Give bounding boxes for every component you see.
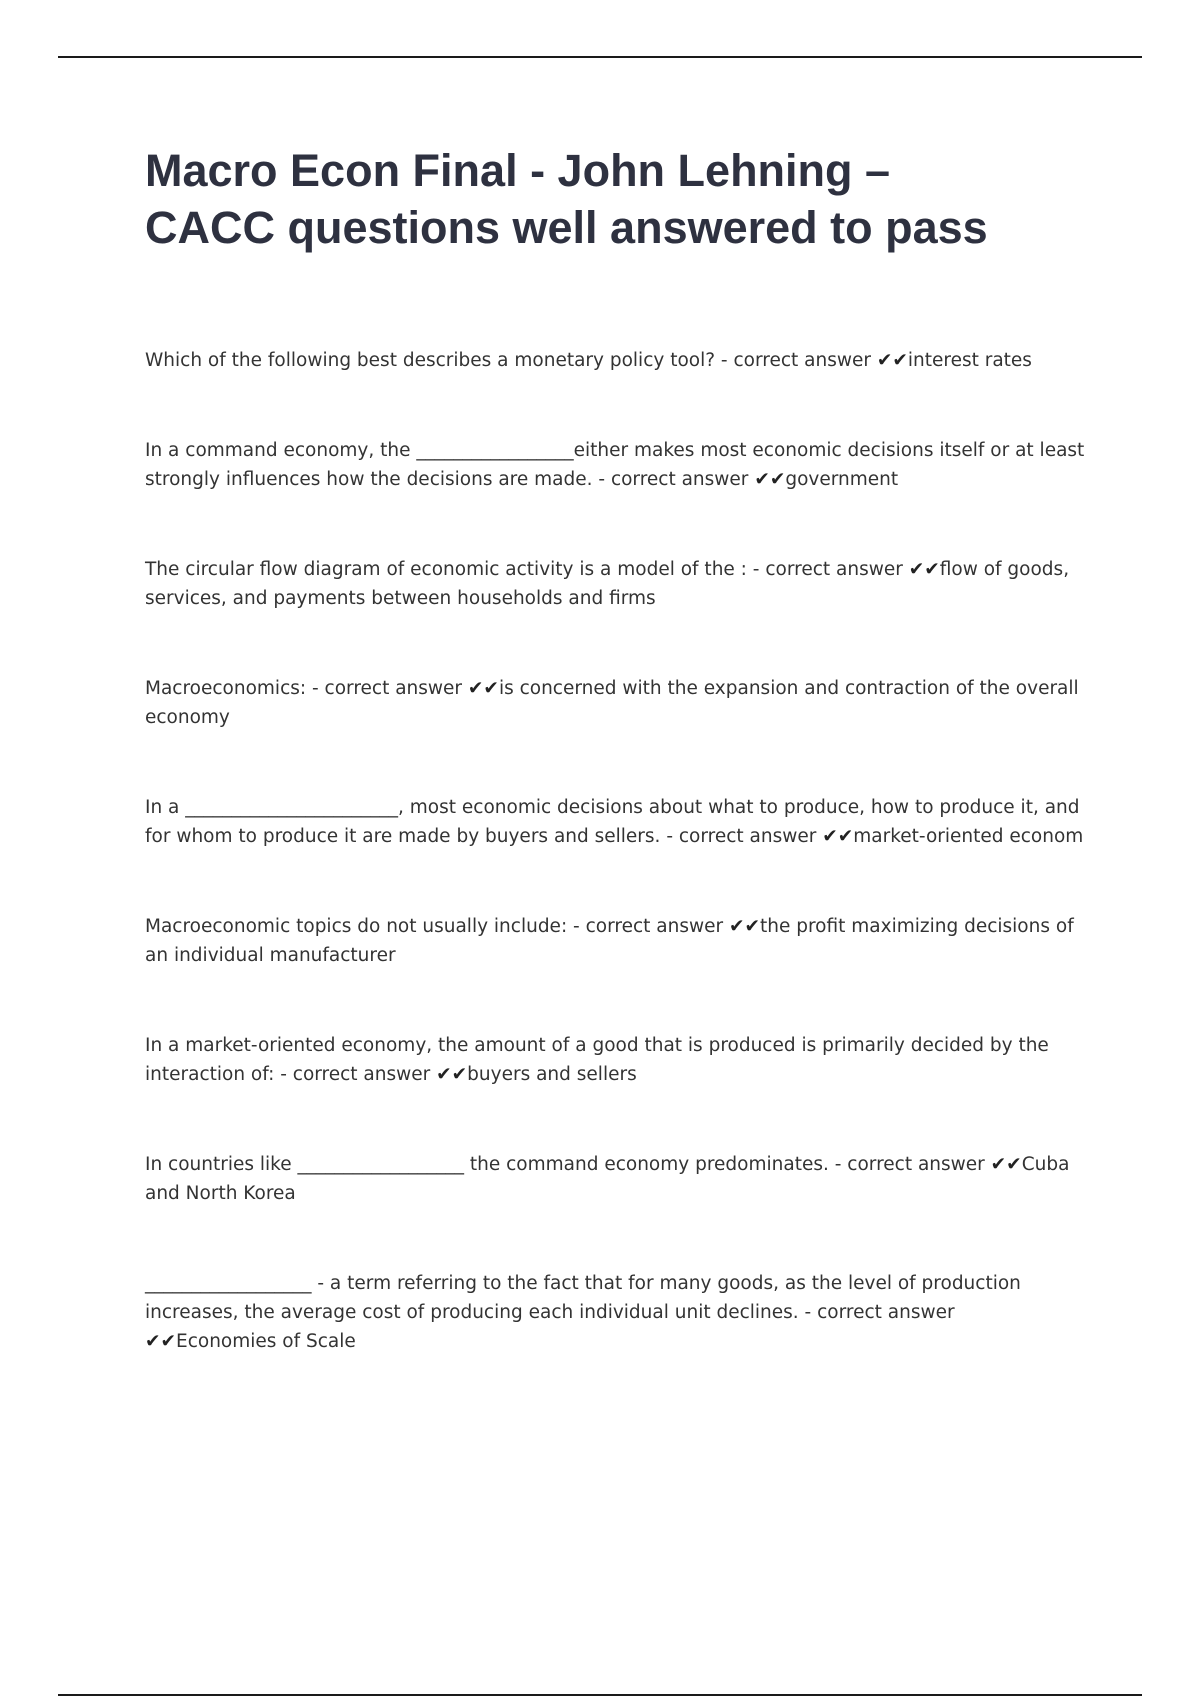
check-marks-icon: ✔✔ (728, 916, 760, 937)
qa-item (145, 674, 1090, 732)
qa-answer: flow of goods, services, and payments between households and firms (145, 559, 1070, 609)
qa-question: In a _______________________, most economic decisions about what to produce, how to produce it, and for whom to produce it are made by buyers and sellers. - correct answer (145, 797, 1080, 847)
check-marks-icon: ✔✔ (145, 1331, 177, 1352)
qa-item (145, 346, 1090, 375)
qa-answer: Cuba and North Korea (145, 1154, 1070, 1204)
document-content (145, 142, 1090, 1356)
qa-answer: buyers and sellers (467, 1064, 637, 1085)
qa-answer: interest rates (907, 350, 1032, 371)
qa-question: In countries like __________________ the command economy predominates. - correct answer (145, 1154, 985, 1175)
top-divider (58, 56, 1142, 58)
qa-item (145, 912, 1090, 970)
check-marks-icon: ✔✔ (754, 469, 786, 490)
title-line-2: CACC questions well answered to pass (145, 202, 988, 253)
qa-item (145, 436, 1090, 494)
check-marks-icon: ✔✔ (467, 678, 499, 699)
qa-item (145, 1150, 1090, 1208)
qa-question: Which of the following best describes a monetary policy tool? - correct answer (145, 350, 871, 371)
qa-list (145, 346, 1090, 1356)
qa-question: In a command economy, the _________________either makes most economic decisions itself or at least strongly influences how the decisions are made. - correct answer (145, 440, 1085, 490)
bottom-divider (58, 1694, 1142, 1696)
qa-answer: market-oriented econom (853, 826, 1084, 847)
qa-answer: is concerned with the expansion and contraction of the overall economy (145, 678, 1079, 728)
check-marks-icon: ✔✔ (436, 1064, 468, 1085)
document-title (145, 142, 1090, 256)
qa-item (145, 793, 1090, 851)
check-marks-icon: ✔✔ (822, 826, 854, 847)
title-line-1: Macro Econ Final - John Lehning – (145, 145, 891, 196)
qa-item (145, 1269, 1090, 1356)
check-marks-icon: ✔✔ (876, 350, 908, 371)
qa-item (145, 1031, 1090, 1089)
qa-question: The circular flow diagram of economic activity is a model of the : - correct answer (145, 559, 903, 580)
qa-answer: Economies of Scale (176, 1331, 356, 1352)
qa-answer: the profit maximizing decisions of an individual manufacturer (145, 916, 1074, 966)
qa-question: __________________ - a term referring to the fact that for many goods, as the level of production increases, the average cost of producing each individual unit declines. - correct answer (145, 1273, 1021, 1323)
qa-item (145, 555, 1090, 613)
check-marks-icon: ✔✔ (990, 1154, 1022, 1175)
qa-answer: government (785, 469, 899, 490)
qa-question: Macroeconomic topics do not usually include: - correct answer (145, 916, 724, 937)
qa-question: Macroeconomics: - correct answer (145, 678, 463, 699)
qa-question: In a market-oriented economy, the amount of a good that is produced is primarily decided by the interaction of: - correct answer (145, 1035, 1049, 1085)
check-marks-icon: ✔✔ (908, 559, 940, 580)
